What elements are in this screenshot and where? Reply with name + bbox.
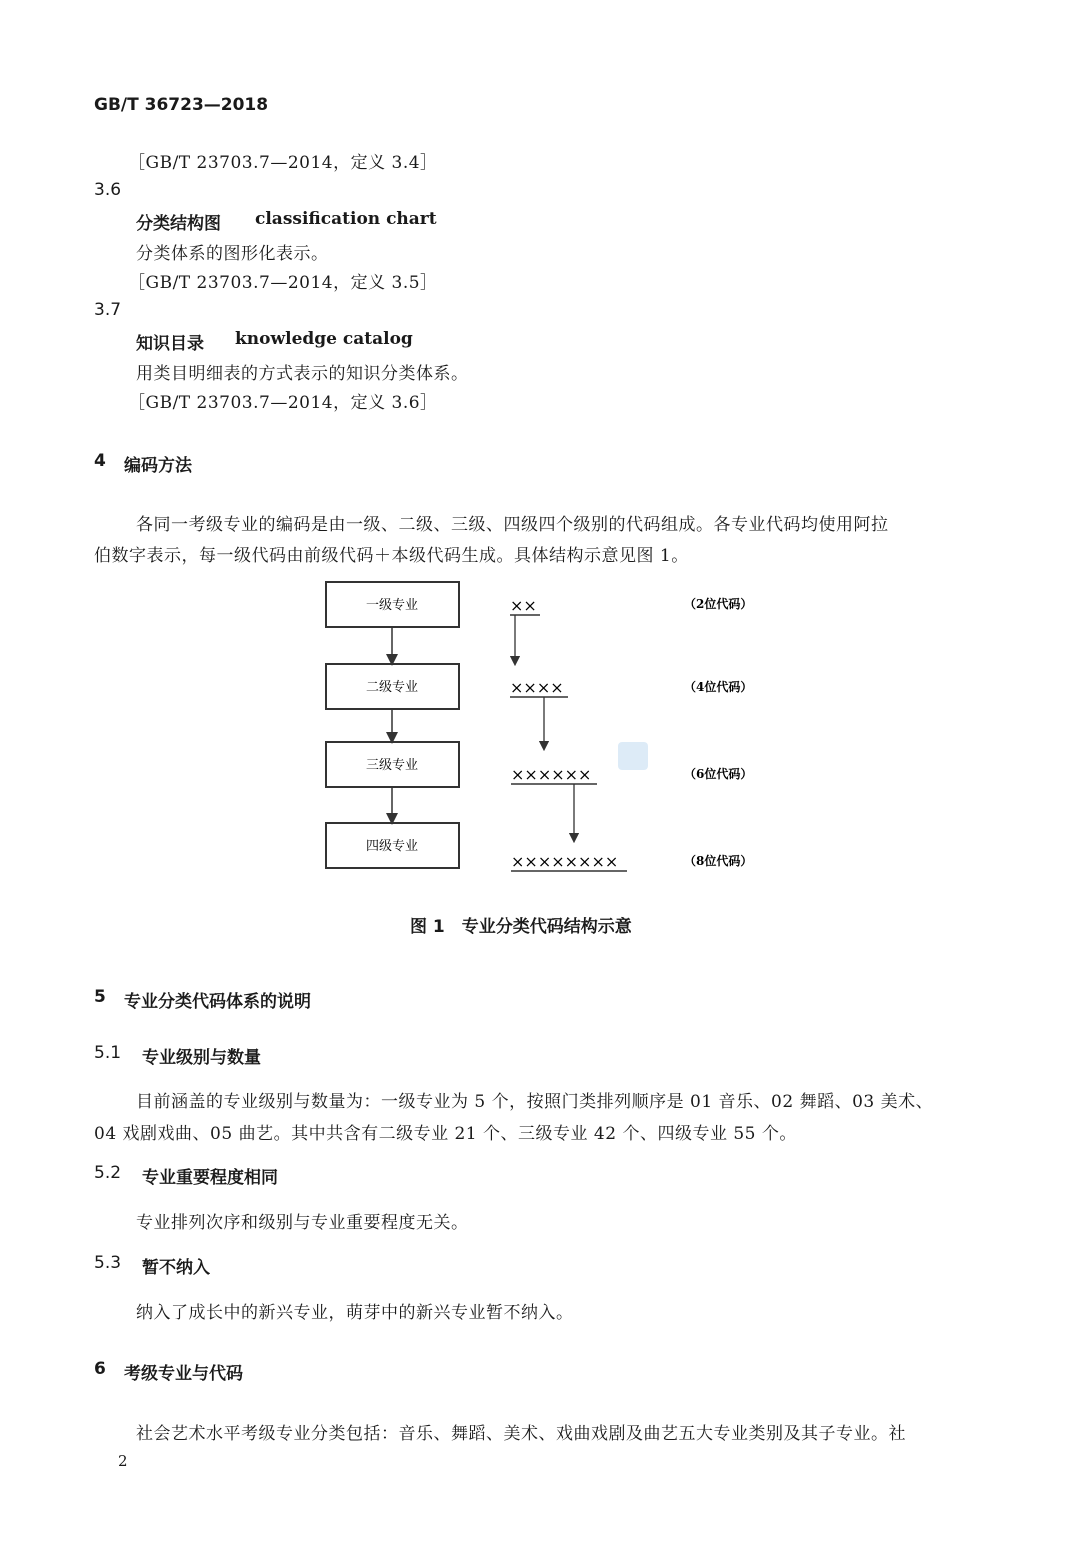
section-number: 4 [94,451,106,471]
figure-caption: 图 1 专业分类代码结构示意 [410,917,632,937]
paragraph-line: 专业排列次序和级别与专业重要程度无关。 [136,1213,469,1233]
term-chinese: 知识目录 [136,334,204,354]
code-pattern: ×××××××× [511,852,619,871]
definition-reference: ［GB/T 23703.7—2014，定义 3.4］ [128,153,438,173]
subsection-number: 5.3 [94,1253,122,1273]
subsection-number: 5.1 [94,1043,122,1063]
definition-text: 用类目明细表的方式表示的知识分类体系。 [136,364,469,384]
standard-header: GB/T 36723—2018 [94,95,269,115]
section-title: 考级专业与代码 [124,1364,243,1384]
section-title: 编码方法 [124,456,192,476]
term-english: knowledge catalog [235,329,413,349]
paragraph-line: 社会艺术水平考级专业分类包括：音乐、舞蹈、美术、戏曲戏剧及曲艺五大专业类别及其子专业。社 [136,1424,906,1444]
level-box-3 [326,742,459,787]
subsection-number: 5.2 [94,1163,122,1183]
digit-count-label: （4位代码） [684,680,753,694]
section-title: 专业分类代码体系的说明 [124,992,311,1012]
level-box-label: 四级专业 [365,839,419,854]
paragraph-line: 目前涵盖的专业级别与数量为：一级专业为 5 个，按照门类排列顺序是 01 音乐、02 舞蹈、03 美术、 [136,1092,934,1112]
code-pattern: ×××× [510,678,564,697]
section-number: 6 [94,1359,106,1379]
paragraph-line: 各同一考级专业的编码是由一级、二级、三级、四级四个级别的代码组成。各专业代码均使用阿拉 [136,515,889,535]
paragraph-line: 04 戏剧戏曲、05 曲艺。其中共含有二级专业 21 个、三级专业 42 个、四级专业 55 个。 [94,1124,797,1144]
definition-reference: ［GB/T 23703.7—2014，定义 3.5］ [128,273,438,293]
level-box-label: 三级专业 [365,758,419,773]
paragraph-line: 纳入了成长中的新兴专业，萌芽中的新兴专业暂不纳入。 [136,1303,574,1323]
paragraph-line: 伯数字表示，每一级代码由前级代码＋本级代码生成。具体结构示意见图 1。 [94,546,689,566]
section-number: 5 [94,987,106,1007]
clause-number: 3.7 [94,300,122,320]
subsection-title: 暂不纳入 [142,1258,210,1278]
term-english: classification chart [255,209,437,229]
digit-count-label: （6位代码） [684,767,753,781]
definition-reference: ［GB/T 23703.7—2014，定义 3.6］ [128,393,438,413]
level-box-label: 二级专业 [365,680,419,695]
definition-text: 分类体系的图形化表示。 [136,244,329,264]
level-box-label: 一级专业 [365,598,419,613]
subsection-title: 专业级别与数量 [142,1048,261,1068]
code-pattern: ×× [510,596,537,615]
digit-count-label: （8位代码） [684,854,753,868]
clause-number: 3.6 [94,180,122,200]
digit-count-label: （2位代码） [684,597,753,611]
subsection-title: 专业重要程度相同 [142,1168,278,1188]
page-number: 2 [118,1452,128,1470]
term-chinese: 分类结构图 [136,214,221,234]
level-box-4 [326,823,459,868]
code-pattern: ×××××× [511,765,592,784]
watermark-stamp [618,742,648,770]
level-box-2 [326,664,459,709]
level-box-1 [326,582,459,627]
